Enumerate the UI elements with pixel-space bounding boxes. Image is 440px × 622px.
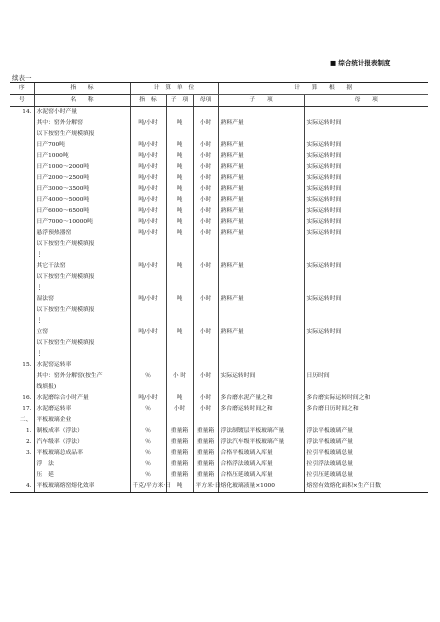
row-basis-denominator [304,107,428,119]
row-unit-denominator: 小时 [193,393,218,404]
row-seq [10,294,34,305]
row-basis-numerator: 合格浮法玻璃入库量 [218,459,304,470]
row-unit-numerator: 吨 [166,206,193,217]
table-body [10,107,428,493]
table-row [10,481,428,493]
row-basis-denominator: 浮法平板玻璃产量 [304,426,428,437]
seq-header-bottom: 号 [10,95,34,107]
row-indicator-name: 水泥窑小时产量 [34,107,130,119]
row-seq [10,195,34,206]
row-unit [130,129,166,140]
row-basis-denominator: 浮法平板玻璃产量 [304,437,428,448]
row-basis-denominator: 实际运转时间 [304,261,428,272]
row-basis-numerator: 多台磨运转时间之和 [218,404,304,415]
table-row [10,129,428,140]
row-basis-denominator: 实际运转时间 [304,228,428,239]
row-unit: 吨/小时 [130,162,166,173]
row-seq [10,129,34,140]
row-seq [10,173,34,184]
row-unit [130,360,166,371]
row-unit-denominator: 小时 [193,327,218,338]
row-basis-numerator [218,349,304,360]
table-row [10,184,428,195]
row-unit: 吨/小时 [130,118,166,129]
row-unit-denominator: 小时 [193,404,218,415]
table-row [10,261,428,272]
row-basis-numerator: 浮法汽车级平板玻璃产量 [218,437,304,448]
row-unit-denominator: 小时 [193,294,218,305]
row-basis-denominator: 多台磨日历时间之和 [304,404,428,415]
row-unit-numerator: 吨 [166,228,193,239]
row-basis-denominator: 实际运转时间 [304,184,428,195]
row-indicator-name: ⋮ [34,349,130,360]
row-basis-numerator: 熟料产量 [218,162,304,173]
row-basis-denominator: 日历时间 [304,371,428,382]
row-unit-numerator [166,250,193,261]
row-seq [10,316,34,327]
row-indicator-name: 以下按窑生产规模填报 [34,239,130,250]
row-unit-denominator: 小时 [193,195,218,206]
row-unit-denominator: 重量箱 [193,459,218,470]
row-indicator-name: 平板玻璃总成品率 [34,448,130,459]
row-unit-numerator [166,382,193,393]
row-basis-denominator: 实际运转时间 [304,173,428,184]
table-row [10,415,428,426]
row-indicator-name: 以下按窑生产规模填报 [34,272,130,283]
row-basis-numerator: 熟料产量 [218,151,304,162]
row-seq: 16. [22,395,32,401]
table-row [10,404,428,415]
table-row [10,437,428,448]
row-basis-numerator: 熟料产量 [218,195,304,206]
row-unit: ％ [130,371,166,382]
table-row [10,459,428,470]
row-basis-numerator: 熟料产量 [218,140,304,151]
row-unit: 吨/小时 [130,206,166,217]
row-seq: 15. [22,362,32,368]
table-row [10,272,428,283]
row-unit: 吨/小时 [130,261,166,272]
row-unit: 吨/小时 [130,393,166,404]
seq-header-top: 序 [10,83,34,95]
row-basis-numerator: 熟料产量 [218,118,304,129]
row-unit-denominator [193,305,218,316]
row-basis-numerator [218,360,304,371]
row-unit: ％ [130,404,166,415]
row-seq: 1. [25,428,32,434]
row-seq [10,382,34,393]
row-basis-denominator: 实际运转时间 [304,195,428,206]
row-basis-denominator: 实际运转时间 [304,206,428,217]
row-unit-denominator: 重量箱 [193,448,218,459]
row-seq [10,184,34,195]
row-basis-numerator [218,316,304,327]
table-row [10,360,428,371]
row-indicator-name: 制板成率（浮法） [34,426,130,437]
row-unit-numerator [166,107,193,119]
row-seq [10,327,34,338]
table-row [10,305,428,316]
row-basis-denominator [304,305,428,316]
row-basis-denominator [304,349,428,360]
table-row [10,470,428,481]
row-unit-numerator: 吨 [166,393,193,404]
row-unit-denominator [193,338,218,349]
row-indicator-name: 其它干法窑 [34,261,130,272]
row-basis-denominator [304,272,428,283]
row-unit-denominator: 小时 [193,371,218,382]
row-indicator-name: 平板玻璃企业 [34,415,130,426]
row-unit [130,107,166,119]
row-unit-denominator: 小时 [193,162,218,173]
table-row [10,151,428,162]
table-row [10,173,428,184]
row-unit: 吨/小时 [130,184,166,195]
row-unit-numerator [166,283,193,294]
row-unit-numerator [166,338,193,349]
table-row [10,162,428,173]
row-basis-denominator: 实际运转时间 [304,140,428,151]
row-unit-numerator: 吨 [166,481,193,493]
table-row [10,217,428,228]
row-unit-numerator: 吨 [166,195,193,206]
row-unit-denominator [193,129,218,140]
row-unit-numerator: 吨 [166,294,193,305]
row-unit [130,382,166,393]
row-indicator-name: 湿法窑 [34,294,130,305]
row-unit-denominator: 重量箱 [193,437,218,448]
row-basis-denominator [304,415,428,426]
row-indicator-name: 悬浮预热器窑 [34,228,130,239]
row-unit: ％ [130,459,166,470]
row-unit-numerator: 小时 [166,404,193,415]
row-seq: 17. [22,406,32,412]
row-indicator-name: 其中：窑外分解窑 [34,118,130,129]
unit-denominator-header: 母项 [193,95,218,107]
row-unit-numerator: 重量箱 [166,470,193,481]
row-unit-denominator [193,349,218,360]
row-indicator-name: 其中：窑外分解窑(按生产 [34,371,130,382]
row-basis-denominator [304,283,428,294]
row-basis-numerator: 熟料产量 [218,184,304,195]
row-unit-denominator: 小时 [193,217,218,228]
table-row [10,250,428,261]
row-indicator-name: ⋮ [34,283,130,294]
unit-numerator-header: 子 项 [166,95,193,107]
row-basis-numerator: 熟料产量 [218,173,304,184]
row-unit-numerator: 吨 [166,217,193,228]
row-unit [130,239,166,250]
row-unit [130,305,166,316]
row-unit: 千克/平方米·日 [130,481,166,493]
row-seq [10,239,34,250]
row-indicator-name: 日产1000～2000吨 [34,162,130,173]
row-unit-numerator: 重量箱 [166,459,193,470]
row-unit: 吨/小时 [130,217,166,228]
row-basis-denominator [304,338,428,349]
row-basis-numerator [218,239,304,250]
row-unit: ％ [130,437,166,448]
row-basis-denominator: 实际运转时间 [304,294,428,305]
row-indicator-name: 汽车级率（浮法） [34,437,130,448]
row-unit-numerator: 重量箱 [166,448,193,459]
row-unit-denominator [193,316,218,327]
row-unit-numerator: 吨 [166,173,193,184]
row-indicator-name: 水泥磨综合小时产量 [34,393,130,404]
table-row [10,294,428,305]
row-unit [130,316,166,327]
row-basis-numerator [218,107,304,119]
row-seq [10,470,34,481]
row-unit-denominator: 重量箱 [193,426,218,437]
row-unit-numerator: 重量箱 [166,426,193,437]
table-row [10,206,428,217]
table-row [10,393,428,404]
row-indicator-name: 水泥窑运转率 [34,360,130,371]
table-row [10,448,428,459]
row-indicator-name: 线填报) [34,382,130,393]
basis-numerator-header: 子 项 [218,95,304,107]
row-basis-denominator: 多台磨实际运转时间之和 [304,393,428,404]
row-unit-denominator [193,415,218,426]
statistics-table [10,82,428,493]
row-unit-numerator: 吨 [166,184,193,195]
row-seq [10,217,34,228]
row-basis-numerator: 熟料产量 [218,261,304,272]
row-unit-numerator [166,305,193,316]
row-seq [10,250,34,261]
row-indicator-name: 以下按窑生产规模填报 [34,129,130,140]
table-row [10,316,428,327]
row-basis-numerator: 熔化玻璃液量×1000 [218,481,304,493]
row-unit-numerator: 吨 [166,261,193,272]
row-basis-denominator: 实际运转时间 [304,162,428,173]
row-unit-denominator: 小时 [193,151,218,162]
table-row [10,349,428,360]
row-unit-numerator [166,129,193,140]
row-basis-denominator: 拉引平板玻璃总量 [304,448,428,459]
indicator-header-bottom: 名 称 [34,95,130,107]
row-unit-numerator: 吨 [166,327,193,338]
continuation-label: 续表一 [12,74,32,82]
row-unit: 吨/小时 [130,228,166,239]
row-unit: 吨/小时 [130,327,166,338]
row-unit-numerator [166,415,193,426]
row-basis-numerator: 熟料产量 [218,217,304,228]
row-basis-denominator: 拉引浮法玻璃总量 [304,459,428,470]
row-unit-denominator: 小时 [193,261,218,272]
row-seq [10,118,34,129]
row-unit-numerator [166,239,193,250]
row-unit-denominator: 小时 [193,118,218,129]
row-unit-numerator: 吨 [166,140,193,151]
row-indicator-name: 压 延 [34,470,130,481]
row-seq [10,151,34,162]
row-indicator-name: 日产1000吨 [34,151,130,162]
row-basis-denominator [304,360,428,371]
row-unit: 吨/小时 [130,140,166,151]
table-row [10,338,428,349]
row-unit-denominator [193,107,218,119]
row-seq [10,206,34,217]
row-basis-denominator [304,382,428,393]
row-unit-denominator: 小时 [193,228,218,239]
page-header [330,58,390,67]
row-seq [10,349,34,360]
row-basis-numerator: 多台磨水泥产量之和 [218,393,304,404]
row-indicator-name: 水泥磨运转率 [34,404,130,415]
row-unit-denominator [193,360,218,371]
row-unit-numerator [166,349,193,360]
row-unit-numerator: 小 时 [166,371,193,382]
row-indicator-name: 以下按窑生产规模填报 [34,338,130,349]
row-unit: 吨/小时 [130,173,166,184]
row-unit-numerator: 重量箱 [166,437,193,448]
row-unit: ％ [130,470,166,481]
row-indicator-name: ⋮ [34,250,130,261]
row-basis-numerator [218,415,304,426]
table-row [10,195,428,206]
row-basis-numerator: 熟料产量 [218,327,304,338]
row-seq: 2. [25,439,32,445]
row-unit-denominator: 重量箱 [193,470,218,481]
row-unit: ％ [130,426,166,437]
row-unit-numerator [166,272,193,283]
row-basis-denominator: 实际运转时间 [304,217,428,228]
row-basis-numerator [218,382,304,393]
row-unit [130,272,166,283]
row-unit-denominator: 小时 [193,206,218,217]
row-unit-denominator [193,239,218,250]
table-row [10,327,428,338]
row-seq [10,228,34,239]
row-unit: 吨/小时 [130,151,166,162]
row-indicator-name: 立窑 [34,327,130,338]
row-seq: 14. [22,109,32,115]
row-unit-denominator [193,283,218,294]
row-basis-denominator: 实际运转时间 [304,151,428,162]
row-indicator-name: 日产6000～6500吨 [34,206,130,217]
row-unit-denominator: 小时 [193,184,218,195]
basis-denominator-header: 母 项 [304,95,428,107]
row-seq [10,261,34,272]
table-row [10,239,428,250]
basis-group-header: 计 算 根 据 [218,83,428,95]
row-unit [130,415,166,426]
row-unit-denominator: 平方米·日 [193,481,218,493]
row-unit-numerator [166,360,193,371]
row-unit-numerator: 吨 [166,162,193,173]
table-row [10,107,428,119]
row-unit: 吨/小时 [130,195,166,206]
row-seq: 3. [25,450,32,456]
row-basis-numerator [218,338,304,349]
row-basis-numerator: 浮法制镀层平板玻璃产量 [218,426,304,437]
row-basis-numerator [218,250,304,261]
row-indicator-name: ⋮ [34,316,130,327]
row-indicator-name: 平板玻璃熔窑熔化效率 [34,481,130,493]
row-basis-denominator [304,129,428,140]
row-unit-denominator: 小时 [193,173,218,184]
row-seq [10,140,34,151]
row-basis-numerator: 熟料产量 [218,294,304,305]
row-unit-denominator [193,250,218,261]
row-seq [10,162,34,173]
table-row [10,382,428,393]
row-unit-denominator: 小时 [193,140,218,151]
row-basis-numerator [218,305,304,316]
table-row [10,426,428,437]
indicator-header-top: 指 标 [34,83,130,95]
row-seq [10,283,34,294]
row-seq [10,459,34,470]
row-basis-numerator [218,272,304,283]
row-indicator-name: 日产7000～10000吨 [34,217,130,228]
table-row [10,228,428,239]
row-basis-denominator: 实际运转时间 [304,118,428,129]
row-unit [130,338,166,349]
row-unit-numerator: 吨 [166,151,193,162]
header-title: 综合统计报表制度 [338,59,391,67]
row-seq [10,305,34,316]
table-row [10,118,428,129]
row-basis-numerator: 熟料产量 [218,206,304,217]
row-basis-numerator [218,283,304,294]
row-seq [10,272,34,283]
row-basis-denominator: 实际运转时间 [304,327,428,338]
row-basis-numerator: 熟料产量 [218,228,304,239]
table-row [10,371,428,382]
row-seq [10,371,34,382]
row-basis-denominator [304,316,428,327]
row-indicator-name: 日产3000～3500吨 [34,184,130,195]
row-unit-numerator [166,316,193,327]
row-indicator-name: 浮 法 [34,459,130,470]
row-basis-denominator: 拉引压延玻璃总量 [304,470,428,481]
row-seq [10,338,34,349]
row-basis-numerator [218,129,304,140]
row-seq: 4. [10,481,34,493]
unit-group-header: 计 算 单 位 [130,83,218,95]
row-basis-denominator: 熔窑有效熔化面积×生产日数 [304,481,428,493]
row-unit [130,250,166,261]
row-basis-denominator [304,239,428,250]
row-indicator-name: 日产700吨 [34,140,130,151]
row-unit: ％ [130,448,166,459]
row-unit-denominator [193,272,218,283]
row-indicator-name: 日产2000～2500吨 [34,173,130,184]
row-basis-denominator [304,250,428,261]
row-indicator-name: 以下按窑生产规模填报 [34,305,130,316]
row-unit: 吨/小时 [130,294,166,305]
row-unit [130,349,166,360]
row-basis-numerator: 实际运转时间 [218,371,304,382]
row-seq: 二、 [19,417,32,423]
header-marker: ■ [330,59,337,67]
row-basis-numerator: 合格平板玻璃入库量 [218,448,304,459]
unit-indicator-header: 指 标 [130,95,166,107]
row-unit-denominator [193,382,218,393]
table-row [10,283,428,294]
row-indicator-name: 日产4000～5000吨 [34,195,130,206]
row-basis-numerator: 合格压延玻璃入库量 [218,470,304,481]
table-row [10,140,428,151]
row-unit-numerator: 吨 [166,118,193,129]
row-unit [130,283,166,294]
